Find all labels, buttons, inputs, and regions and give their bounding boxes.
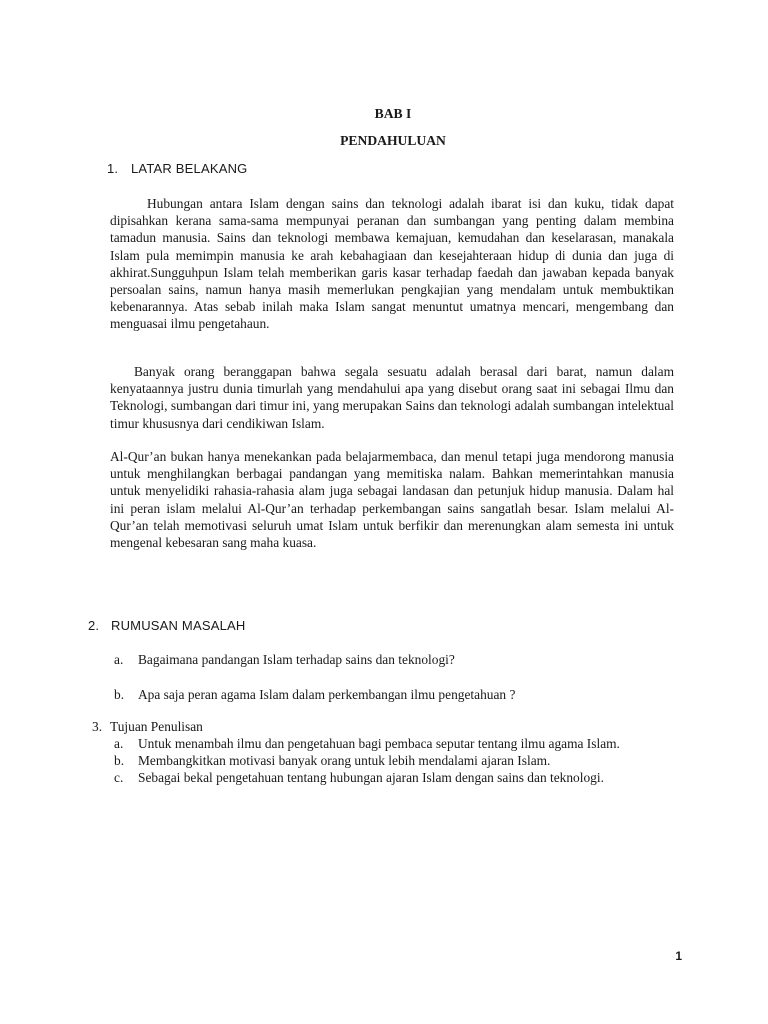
- list-item: [114, 651, 674, 668]
- chapter-number: BAB I: [374, 106, 412, 121]
- section-number: 2.: [88, 618, 100, 633]
- chapter-title: PENDAHULUAN: [340, 133, 446, 148]
- list-marker: b.: [114, 753, 125, 769]
- page-number: 1: [675, 949, 682, 963]
- list-marker: a.: [114, 736, 124, 751]
- section-heading-rumusan-masalah: [88, 617, 245, 634]
- list-item-text: Apa saja peran agama Islam dalam perkembangan ilmu pengetahuan ?: [138, 687, 516, 702]
- section-title: LATAR BELAKANG: [131, 161, 248, 176]
- rumusan-list-a: [114, 651, 674, 668]
- paragraph-1: Hubungan antara Islam dengan sains dan teknologi adalah ibarat isi dan kuku, tidak dapat dipisahkan kerana sama-sama mempunyai peranan dan sumbangan yang penting dalam membina tamadun manusia. Sains dan teknologi membawa kemajuan, kemudahan dan keselarasan, manakala Islam pula memimpin manusia ke arah kebahagiaan dan kesejahteraan hidup di dunia dan juga di akhirat.Sungguhpun Islam telah memberikan garis kasar terhadap faedah dan jawaban kepada banyak persoalan sains, namun hanya masih memerlukan pengkajian yang mendalam untuk membuktikan kebenarannya. Atas sebab inilah maka Islam sangat menuntut umatnya mencari, mengembang dan menguasai ilmu pengetahaun.: [110, 196, 674, 332]
- section-number: 3.: [92, 719, 103, 734]
- list-item: [114, 686, 674, 703]
- list-marker: a.: [114, 652, 124, 667]
- tujuan-list: [114, 735, 654, 787]
- section-title: Tujuan Penulisan: [110, 719, 203, 734]
- list-item: [114, 752, 654, 769]
- section-number: 1.: [107, 161, 119, 176]
- list-item-text: Untuk menambah ilmu dan pengetahuan bagi pembaca seputar tentang ilmu agama Islam.: [138, 736, 620, 751]
- list-item-text: Membangkitkan motivasi banyak orang untuk lebih mendalami ajaran Islam.: [138, 753, 551, 769]
- section-heading-tujuan-penulisan: [92, 718, 203, 735]
- section-heading-latar-belakang: [107, 160, 247, 177]
- list-item-text: Bagaimana pandangan Islam terhadap sains dan teknologi?: [138, 652, 455, 667]
- paragraph-2: Banyak orang beranggapan bahwa segala sesuatu adalah berasal dari barat, namun dalam kenyataannya justru dunia timurlah yang mendahului apa yang disebut orang saat ini sebagai Ilmu dan Teknologi, sumbangan dari timur ini, yang merupakan Sains dan teknologi adalah sumbangan intelektual timur khususnya dari cendikiwan Islam.: [110, 364, 674, 431]
- section-title: RUMUSAN MASALAH: [111, 618, 246, 633]
- list-marker: b.: [114, 687, 125, 702]
- list-item-text: Sebagai bekal pengetahuan tentang hubungan ajaran Islam dengan sains dan teknologi.: [138, 770, 604, 786]
- paragraph-3: Al-Qur’an bukan hanya menekankan pada belajarmembaca, dan menul tetapi juga mendorong manusia untuk menghilangkan berbagai pandangan yang memitiska nalam. Bahkan memerintahkan manusia untuk menyelidiki rahasia-rahasia alam juga sebagai landasan dan petunjuk hidup manusia. Dalam hal ini peran islam melalui Al-Qur’an terhadap perkembangan sains sangatlah besar. Islam melalui Al-Qur’an telah memotivasi seluruh umat Islam untuk berfikir dan merenungkan alam semesta ini untuk mengenal kebesaran sang maha kuasa.: [110, 449, 674, 551]
- list-item: [114, 769, 654, 786]
- rumusan-list-b: [114, 686, 674, 703]
- list-marker: c.: [114, 770, 124, 786]
- list-item: [114, 735, 654, 752]
